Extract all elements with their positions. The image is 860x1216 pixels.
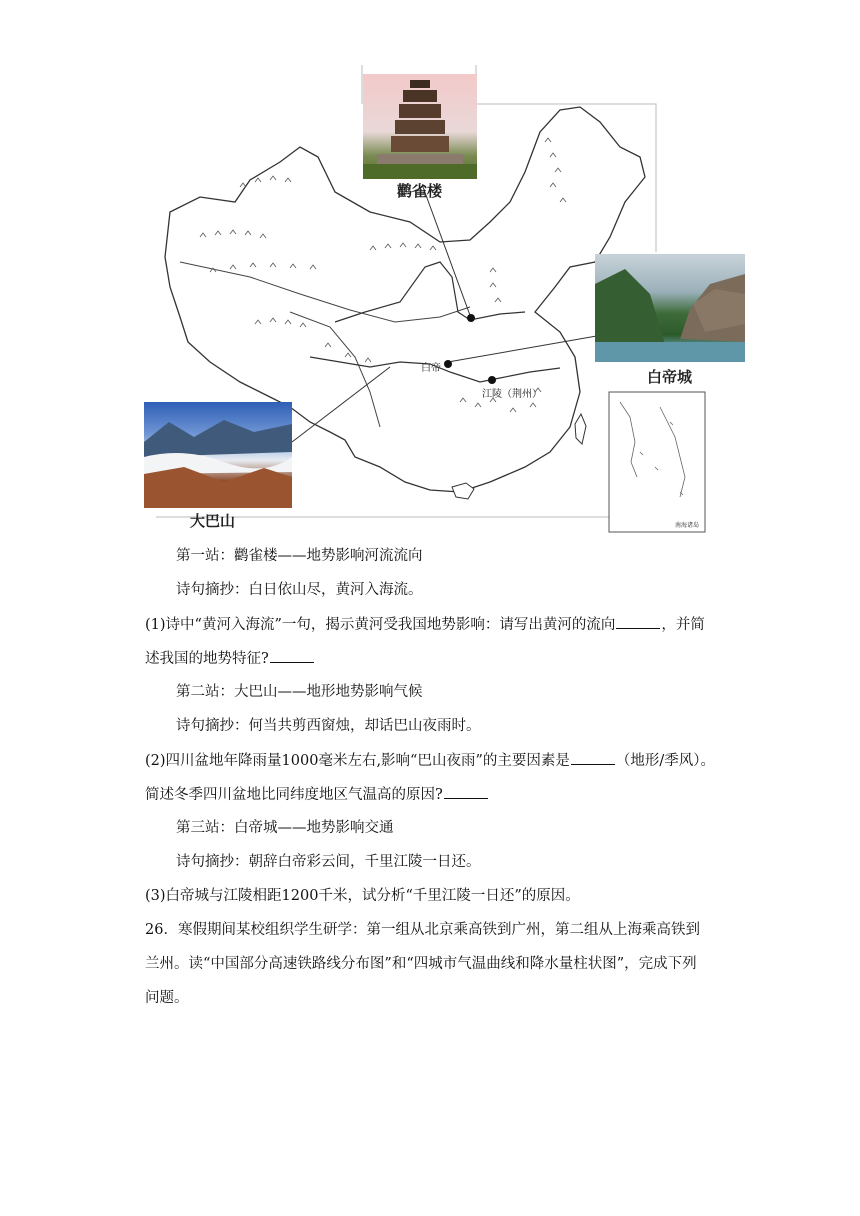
answer-blank-1b[interactable] (270, 648, 314, 663)
poem-1: 诗句摘抄：白日依山尽，黄河入海流。 (176, 582, 423, 598)
question-1-text-b: ，并简 (661, 617, 705, 633)
queque-tower-photo (363, 74, 477, 179)
daba-mountain-photo (144, 402, 292, 508)
answer-blank-1a[interactable] (616, 614, 660, 629)
question-2-text-a: (2)四川盆地年降雨量1000毫米左右,影响“巴山夜雨”的主要因素是 (145, 753, 570, 769)
map-label-jiangling: 江陵（荆州） (482, 389, 542, 400)
map-label-baidi: 白帝 (421, 363, 441, 374)
baidi-city-caption: 白帝城 (647, 368, 693, 386)
baidi-city-photo (595, 254, 745, 362)
question-2-line-1 (145, 750, 715, 771)
queque-tower-caption: 鹳雀楼 (397, 182, 443, 200)
question-26-line-1: 26．寒假期间某校组织学生研学：第一组从北京乘高铁到广州，第二组从上海乘高铁到 (145, 922, 700, 938)
question-26-line-2: 兰州。读“中国部分高速铁路线分布图”和“四城市气温曲线和降水量柱状图”，完成下列 (145, 956, 697, 972)
question-3: (3)白帝城与江陵相距1200千米，试分析“千里江陵一日还”的原因。 (145, 888, 580, 904)
question-2-text-c: 简述冬季四川盆地比同纬度地区气温高的原因? (145, 787, 443, 803)
question-26-line-3: 问题。 (145, 990, 189, 1006)
answer-blank-2b[interactable] (444, 784, 488, 799)
question-1-text-a: (1)诗中“黄河入海流”一句，揭示黄河受我国地势影响：请写出黄河的流向 (145, 617, 616, 633)
baidi-point (444, 360, 452, 368)
question-2-text-b: （地形/季风）。 (615, 753, 716, 769)
taiwan-island (575, 414, 586, 444)
question-1-line-2 (145, 648, 315, 669)
poem-2: 诗句摘抄：何当共剪西窗烛，却话巴山夜雨时。 (176, 718, 481, 734)
station-2-heading: 第二站：大巴山——地形地势影响气候 (176, 684, 423, 700)
poem-3: 诗句摘抄：朝辞白帝彩云间，千里江陵一日还。 (176, 854, 481, 870)
jiangling-point (488, 376, 496, 384)
china-map-figure (140, 62, 750, 537)
question-2-line-2 (145, 784, 489, 805)
south-china-sea-inset (609, 392, 705, 532)
map-label-inset: 南海诸岛 (675, 522, 700, 529)
station-1-heading: 第一站：鹳雀楼——地势影响河流流向 (176, 548, 423, 564)
answer-blank-2a[interactable] (571, 750, 615, 765)
queque-tower-point (467, 314, 475, 322)
question-1-line-1 (145, 614, 705, 635)
station-3-heading: 第三站：白帝城——地势影响交通 (176, 820, 394, 836)
daba-mountain-caption: 大巴山 (190, 512, 236, 530)
question-1-text-c: 述我国的地势特征? (145, 651, 269, 667)
